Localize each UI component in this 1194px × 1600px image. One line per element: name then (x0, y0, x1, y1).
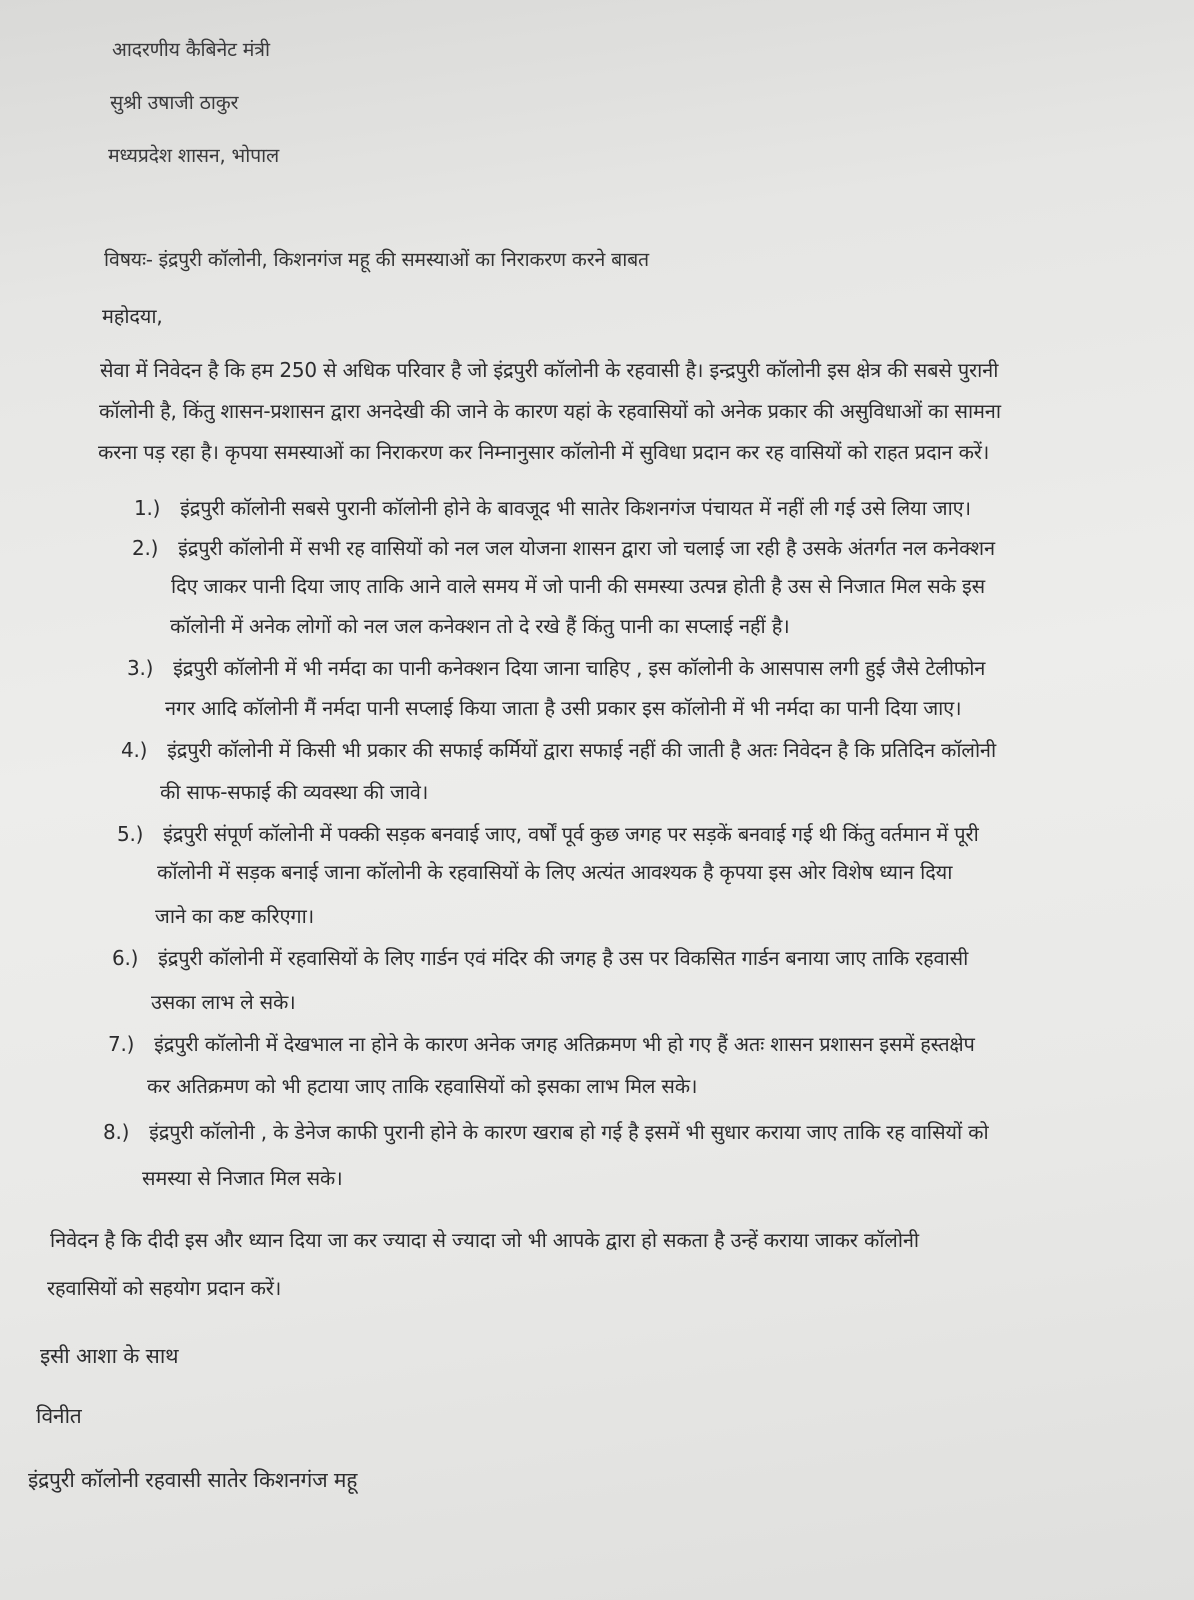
list-item-2 (132, 536, 995, 560)
item-text-line: कॉलोनी में अनेक लोगों को नल जल कनेक्शन तो दे रखे हैं किंतु पानी का सप्लाई नहीं है। (170, 614, 790, 638)
subject-line: विषयः- इंद्रपुरी कॉलोनी, किशनगंज महू की समस्याओं का निराकरण करने बाबत (104, 248, 649, 271)
item-text-line: कॉलोनी में सड़क बनाई जाना कॉलोनी के रहवासियों के लिए अत्यंत आवश्यक है कृपया इस ओर विशेष ध्यान दिया (157, 860, 953, 884)
item-text-line: इंद्रपुरी कॉलोनी में देखभाल ना होने के कारण अनेक जगह अतिक्रमण भी हो गए हैं अतः शासन प्रशासन इसमें हस्तक्षेप (154, 1032, 975, 1056)
address-line-1: आदरणीय कैबिनेट मंत्री (112, 38, 270, 61)
list-item-5 (117, 822, 979, 846)
intro-line-2: कॉलोनी है, किंतु शासन-प्रशासन द्वारा अनदेखी की जाने के कारण यहां के रहवासियों को अनेक प्रकार की असुविधाओं का सामना (99, 399, 1001, 423)
item-text-line: कर अतिक्रमण को भी हटाया जाए ताकि रहवासियों को इसका लाभ मिल सके। (147, 1074, 698, 1098)
item-number: 6.) (112, 946, 139, 970)
list-item-3 (127, 656, 985, 680)
item-text-line: दिए जाकर पानी दिया जाए ताकि आने वाले समय में जो पानी की समस्या उत्पन्न होती है उस से निजात मिल सके इस (171, 574, 985, 598)
address-line-2: सुश्री उषाजी ठाकुर (110, 91, 239, 114)
list-item-1 (134, 496, 971, 520)
item-number: 4.) (121, 738, 148, 762)
item-text-line: उसका लाभ ले सके। (151, 990, 296, 1014)
salutation: महोदया, (102, 304, 163, 328)
item-number: 2.) (132, 536, 159, 560)
list-item-6 (112, 946, 968, 970)
item-number: 3.) (127, 656, 154, 680)
item-text-line: समस्या से निजात मिल सके। (142, 1166, 343, 1190)
address-line-3: मध्यप्रदेश शासन, भोपाल (108, 144, 280, 167)
item-text-line: इंद्रपुरी कॉलोनी सबसे पुरानी कॉलोनी होने के बावजूद भी सातेर किशनगंज पंचायत में नहीं ली गई उसे लिया जाए। (180, 496, 971, 520)
sender-line: इंद्रपुरी कॉलोनी रहवासी सातेर किशनगंज महू (28, 1468, 358, 1492)
list-item-4 (121, 738, 996, 762)
list-item-7 (108, 1032, 975, 1056)
item-text-line: इंद्रपुरी संपूर्ण कॉलोनी में पक्की सड़क बनवाई जाए, वर्षों पूर्व कुछ जगह पर सड़कें बनवाई गई थी किंतु वर्तमान में पूरी (163, 822, 979, 846)
item-text-line: नगर आदि कॉलोनी मैं नर्मदा पानी सप्लाई किया जाता है उसी प्रकार इस कॉलोनी में भी नर्मदा का पानी दिया जाए। (165, 696, 962, 720)
item-text-line: इंद्रपुरी कॉलोनी में भी नर्मदा का पानी कनेक्शन दिया जाना चाहिए , इस कॉलोनी के आसपास लगी हुई जैसे टेलीफोन (173, 656, 986, 680)
intro-line-1: सेवा में निवेदन है कि हम 250 से अधिक परिवार है जो इंद्रपुरी कॉलोनी के रहवासी है। इन्द्रपुरी कॉलोनी इस क्षेत्र की सबसे पुरानी (100, 358, 999, 382)
intro-line-3: करना पड़ रहा है। कृपया समस्याओं का निराकरण कर निम्नानुसार कॉलोनी में सुविधा प्रदान कर रह वासियों को राहत प्रदान करें। (98, 440, 990, 464)
list-item-8 (103, 1120, 988, 1144)
item-text-line: इंद्रपुरी कॉलोनी में सभी रह वासियों को नल जल योजना शासन द्वारा जो चलाई जा रही है उसके अंतर्गत नल कनेक्शन (178, 536, 995, 560)
item-number: 1.) (134, 496, 161, 520)
request-line-1: निवेदन है कि दीदी इस और ध्यान दिया जा कर ज्यादा से ज्यादा जो भी आपके द्वारा हो सकता है उन्हें कराया जाकर कॉलोनी (50, 1228, 919, 1252)
item-text-line: इंद्रपुरी कॉलोनी में किसी भी प्रकार की सफाई कर्मियों द्वारा सफाई नहीं की जाती है अतः निवेदन है कि प्रतिदिन कॉलोनी (167, 738, 996, 762)
request-line-2: रहवासियों को सहयोग प्रदान करें। (47, 1276, 282, 1300)
item-number: 5.) (117, 822, 144, 846)
item-number: 7.) (108, 1032, 135, 1056)
item-text-line: की साफ-सफाई की व्यवस्था की जावे। (160, 780, 429, 804)
item-text-line: इंद्रपुरी कॉलोनी में रहवासियों के लिए गार्डन एवं मंदिर की जगह है उस पर विकसित गार्डन बनाया जाए ताकि रहवासी (158, 946, 969, 970)
item-text-line: इंद्रपुरी कॉलोनी , के डेनेज काफी पुरानी होने के कारण खराब हो गई है इसमें भी सुधार कराया जाए ताकि रह वासियों को (149, 1120, 989, 1144)
item-text-line: जाने का कष्ट करिएगा। (155, 904, 314, 928)
regards-line: विनीत (36, 1404, 82, 1428)
closing-line: इसी आशा के साथ (40, 1344, 179, 1368)
item-number: 8.) (103, 1120, 130, 1144)
